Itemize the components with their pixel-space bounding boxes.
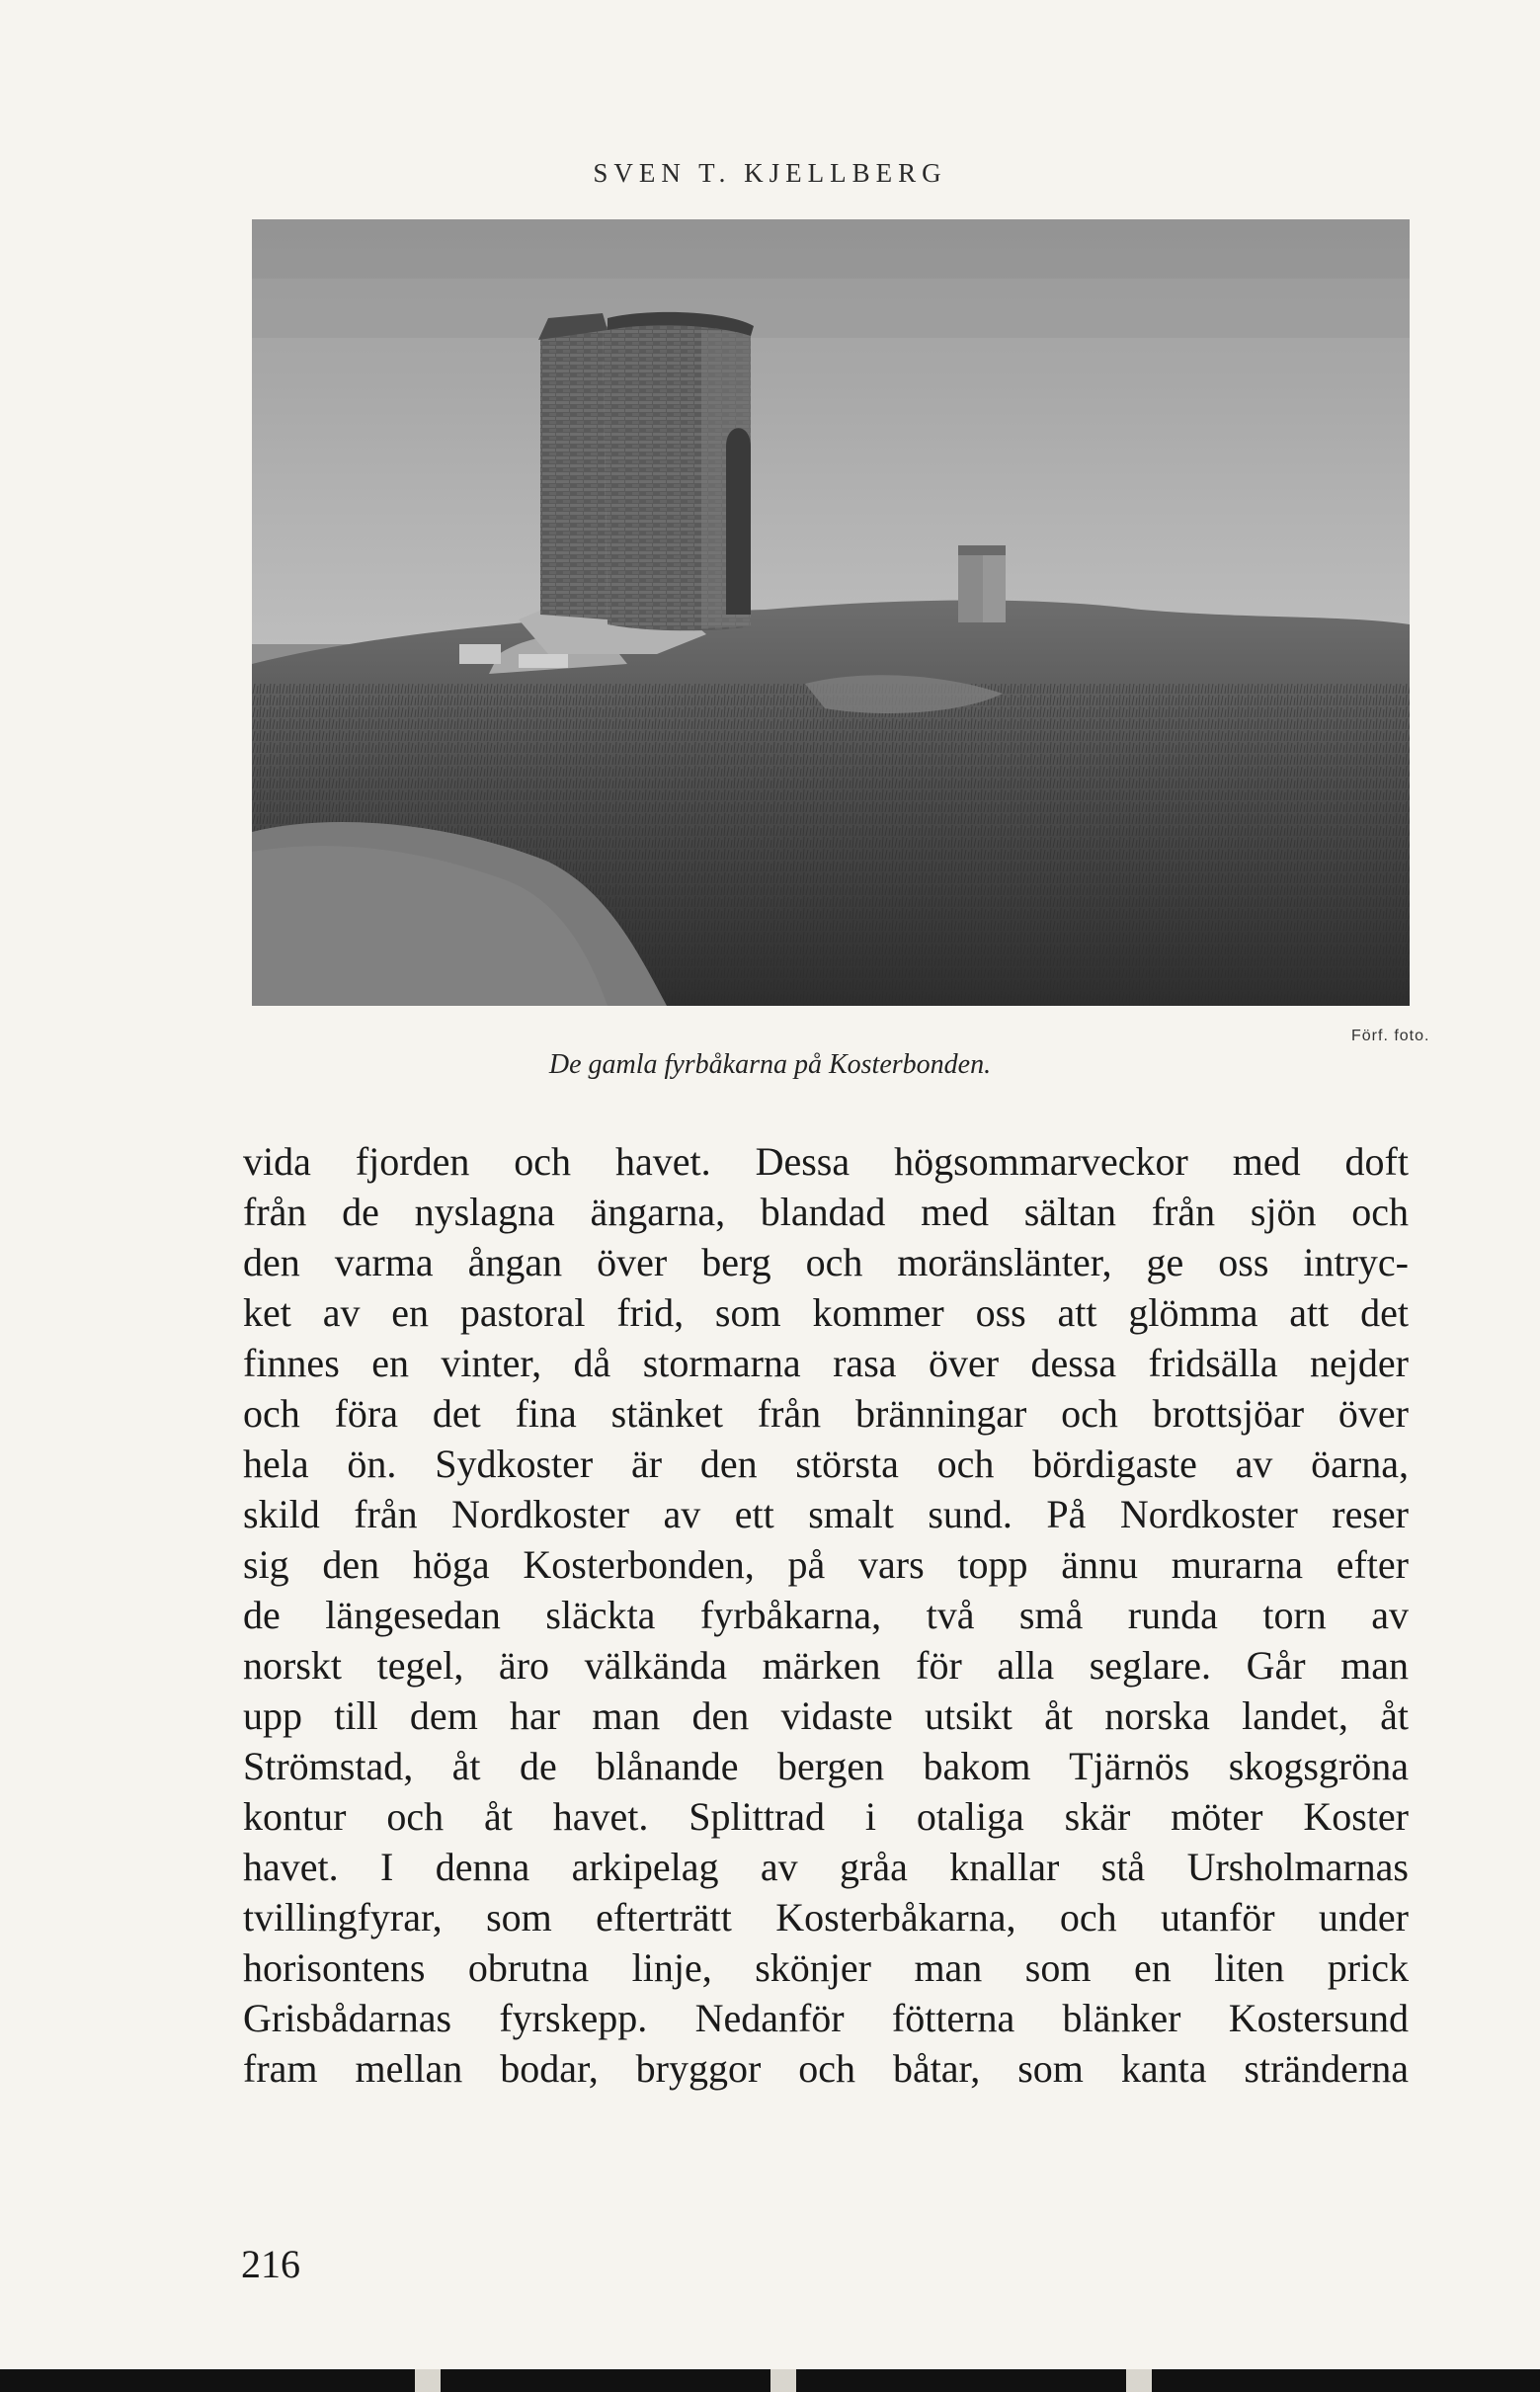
text-line: sig den höga Kosterbonden, på vars topp ännu murarna efter [243, 1542, 1409, 1587]
text-line: norskt tegel, äro välkända märken för alla seglare. Går man [243, 1643, 1409, 1688]
scan-edge-mark [415, 2369, 441, 2392]
running-head: SVEN T. KJELLBERG [593, 158, 947, 188]
text-line: kontur och åt havet. Splittrad i otaliga skär möter Koster [243, 1794, 1409, 1839]
photo-credit: Förf. foto. [1351, 1028, 1430, 1044]
text-line: skild från Nordkoster av ett smalt sund. På Nordkoster reser [243, 1492, 1409, 1536]
text-line: vida fjorden och havet. Dessa högsommarveckor med doft [243, 1139, 1409, 1184]
text-line: hela ön. Sydkoster är den största och bördigaste av öarna, [243, 1442, 1409, 1486]
figure-caption: De gamla fyrbåkarna på Kosterbonden. [548, 1049, 992, 1080]
scan-edge-mark [1126, 2369, 1152, 2392]
text-line: Grisbådarnas fyrskepp. Nedanför fötterna blänker Kostersund [243, 1996, 1409, 2040]
body-text [243, 1136, 1409, 2094]
text-line: finnes en vinter, då stormarna rasa över dessa fridsälla nejder [243, 1341, 1409, 1385]
text-line: de längesedan släckta fyrbåkarna, två små runda torn av [243, 1593, 1409, 1637]
text-line: upp till dem har man den vidaste utsikt åt norska landet, åt [243, 1693, 1409, 1738]
lighthouse-ruins-illustration [252, 219, 1410, 1006]
text-line: från de nyslagna ängarna, blandad med sältan från sjön och [243, 1190, 1409, 1234]
lighthouse-ruins-photo [252, 219, 1410, 1006]
scan-edge-mark [770, 2369, 796, 2392]
text-line: ket av en pastoral frid, som kommer oss att glömma att det [243, 1290, 1409, 1335]
text-line: och föra det fina stänket från bränningar och brottsjöar över [243, 1391, 1409, 1436]
text-line: tvillingfyrar, som efterträtt Kosterbåkarna, och utanför under [243, 1895, 1409, 1939]
text-line: horisontens obrutna linje, skönjer man som en liten prick [243, 1945, 1409, 1990]
text-line: fram mellan bodar, bryggor och båtar, som kanta stränderna [243, 2046, 1409, 2091]
scan-bottom-edge [0, 2369, 1540, 2392]
page-number: 216 [241, 2242, 300, 2286]
text-line: Strömstad, åt de blånande bergen bakom Tjärnös skogsgröna [243, 1744, 1409, 1788]
text-line: havet. I denna arkipelag av gråa knallar stå Ursholmarnas [243, 1845, 1409, 1889]
text-line: den varma ångan över berg och moränslänter, ge oss intryc- [243, 1240, 1409, 1284]
